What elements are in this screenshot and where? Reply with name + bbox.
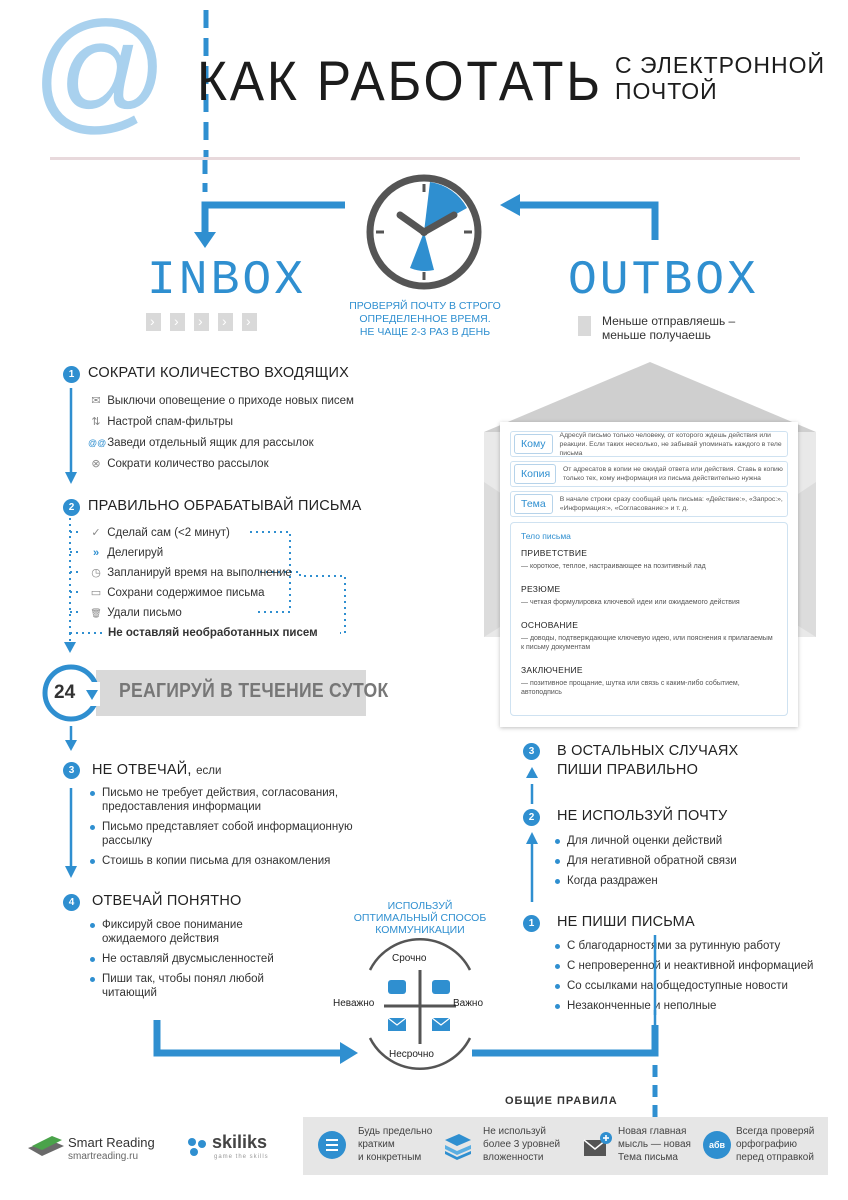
item-text: Делегируй: [107, 547, 164, 559]
inbox-step-4-title: ОТВЕЧАЙ ПОНЯТНО: [92, 893, 242, 909]
inbox-step-3-title: НЕ ОТВЕЧАЙ,: [92, 762, 192, 778]
subtitle-line1: С ЭЛЕКТРОННОЙ: [615, 52, 826, 78]
inbox-envelope-icon: [146, 313, 161, 331]
outbox-up-arrows: [522, 762, 542, 912]
filter-icon: ⇅: [91, 416, 101, 428]
skiliks-tagline: game the skills: [214, 1154, 269, 1160]
body-part-text: — короткое, теплое, настраивающее на позитивный лад: [521, 563, 706, 570]
rule-item: [318, 1125, 432, 1164]
subtitle-line2: ПОЧТОЙ: [615, 78, 718, 104]
rule-line: Не используй: [483, 1126, 547, 1137]
smart-reading-brand: Smart Reading: [68, 1135, 155, 1150]
list-item: Пиши так, чтобы понял любой читающий: [90, 972, 290, 1000]
body-part-head: РЕЗЮМЕ: [521, 584, 561, 594]
matrix-caption-line1: ИСПОЛЬЗУЙ: [387, 900, 453, 912]
outbox-tagline1: Меньше отправляешь –: [602, 314, 736, 328]
bell-mail-icon: ✉: [91, 395, 101, 407]
inbox-step-2-item: [88, 606, 318, 620]
item-text: Сделай сам (<2 минут): [107, 527, 230, 539]
delegate-icon: »: [92, 547, 100, 559]
matrix-caption: [330, 900, 510, 936]
body-part-head: ПРИВЕТСТВИЕ: [521, 548, 588, 558]
rule-item: [443, 1125, 560, 1164]
trash-icon: 🗑: [90, 608, 102, 618]
general-rules-title: ОБЩИЕ ПРАВИЛА: [505, 1095, 618, 1107]
inbox-step-2-bold-item: Не оставляй необработанных писем: [108, 627, 318, 639]
inbox-step-2-number: 2: [63, 499, 80, 516]
inbox-step-2-title: ПРАВИЛЬНО ОБРАБАТЫВАЙ ПИСЬМА: [88, 498, 362, 514]
outbox-step-1-title: НЕ ПИШИ ПИСЬМА: [557, 914, 695, 930]
inbox-step-2-list: [88, 526, 318, 640]
email-field-cc: [510, 461, 788, 487]
list-item: Со ссылками на общедоступные новости: [555, 979, 825, 993]
smart-reading-logo-icon: [28, 1134, 64, 1158]
inbox-step-1-item: [88, 394, 354, 408]
page-title: КАК РАБОТАТЬ: [197, 49, 603, 112]
outbox-step-3-number: 3: [523, 743, 540, 760]
inbox-step-2-item: [88, 566, 318, 580]
rule-line: Новая главная: [618, 1126, 687, 1137]
clock-tip-line2: ОПРЕДЕЛЕННОЕ ВРЕМЯ.: [359, 313, 491, 325]
matrix-bottom-label: Несрочно: [389, 1049, 434, 1060]
outbox-step-2-list: [555, 834, 815, 894]
list-item: С непроверенной и неактивной информацией: [555, 959, 825, 973]
inbox-stack-icons: [146, 313, 266, 336]
rule-line: Будь предельно: [358, 1126, 433, 1137]
rule-line: более 3 уровней: [483, 1139, 561, 1150]
svg-text:@: @: [31, 0, 169, 145]
outbox-step-1-number: 1: [523, 915, 540, 932]
rule-line: вложенности: [483, 1152, 544, 1163]
at-icon: @@: [88, 438, 107, 448]
clock-icon: ◷: [91, 567, 101, 579]
spellcheck-icon: [703, 1131, 731, 1159]
rule-text: [483, 1125, 560, 1164]
inbox-step-3-heading: [92, 761, 221, 779]
clock-tip-line3: НЕ ЧАЩЕ 2-3 РАЗ В ДЕНЬ: [359, 326, 491, 338]
email-body-box: [510, 522, 788, 716]
list-item: Не оставляй двусмысленностей: [90, 952, 290, 966]
outbox-tagline: [602, 314, 735, 342]
rule-line: и конкретным: [358, 1152, 422, 1163]
rule-line: орфографию: [736, 1139, 797, 1150]
inbox-step-2-item: [88, 586, 318, 600]
item-text: Удали письмо: [107, 607, 182, 619]
item-text: Сократи количество рассылок: [107, 458, 269, 470]
smart-reading-url: smartreading.ru: [68, 1151, 139, 1162]
rule-line: Тема письма: [618, 1152, 678, 1163]
inbox-step-3-list: [90, 786, 360, 874]
list-item: Для личной оценки действий: [555, 834, 815, 848]
inbox-envelope-icon: [194, 313, 209, 331]
clock-icon: [362, 170, 486, 294]
outbox-step-2-title: НЕ ИСПОЛЬЗУЙ ПОЧТУ: [557, 808, 728, 824]
folder-icon: ▭: [90, 587, 102, 599]
email-fields: [510, 431, 788, 517]
inbox-step-3-number: 3: [63, 762, 80, 779]
outbox-tagline2: меньше получаешь: [602, 328, 711, 342]
list-item: Письмо представляет собой информационную рассылку: [90, 820, 360, 848]
inbox-envelope-icon: [170, 313, 185, 331]
outbox-step-2-number: 2: [523, 809, 540, 826]
matrix-right-label: Важно: [453, 998, 484, 1009]
new-mail-icon: [582, 1130, 612, 1160]
email-field-subject: [510, 491, 788, 517]
rule-item: [582, 1125, 691, 1164]
at-logo-icon: [31, 0, 169, 145]
list-item: С благодарностями за рутинную работу: [555, 939, 825, 953]
inbox-step-1-list: [88, 394, 354, 471]
inbox-step-4-list: [90, 918, 290, 1006]
inbox-envelope-icon: [218, 313, 233, 331]
inbox-step-1-number: 1: [63, 366, 80, 383]
body-part-text: — позитивное прощание, шутка или связь с каким-либо событием, автоподпись: [521, 680, 740, 696]
item-text: Выключи оповещение о приходе новых писем: [107, 395, 354, 407]
skiliks-brand: skiliks: [212, 1132, 268, 1152]
matrix-top-label: Срочно: [392, 953, 427, 964]
list-item: Незаконченные и неполные: [555, 999, 825, 1013]
rule-line: кратким: [358, 1139, 395, 1150]
cancel-icon: ⊗: [91, 458, 101, 470]
email-field-to: [510, 431, 788, 457]
outbox-envelope-icon: [578, 316, 591, 336]
body-part-text: — доводы, подтверждающие ключевую идею, или пояснения к прилагаемым к письму документам: [521, 635, 773, 651]
text-lines-icon: [318, 1131, 346, 1159]
clock-tip-line1: ПРОВЕРЯЙ ПОЧТУ В СТРОГО: [349, 300, 501, 312]
inbox-flow-arrow: [62, 388, 82, 488]
inbox-step-1-title: СОКРАТИ КОЛИЧЕСТВО ВХОДЯЩИХ: [88, 365, 350, 381]
layers-icon: [443, 1130, 473, 1160]
matrix-left-label: Неважно: [333, 998, 375, 1009]
list-item: Письмо не требует действия, согласования, предоставления информации: [90, 786, 360, 814]
inbox-step-2-item: [88, 546, 318, 560]
list-item: Стоишь в копии письма для ознакомления: [90, 854, 360, 868]
outbox-step-3-line2: ПИШИ ПРАВИЛЬНО: [557, 762, 699, 778]
body-part-head: ЗАКЛЮЧЕНИЕ: [521, 665, 583, 675]
outbox-step-3-line1: В ОСТАЛЬНЫХ СЛУЧАЯХ: [557, 743, 739, 759]
field-text: От адресатов в копии не ожидай ответа или действия. Ставь в копию только тех, кому информация из письма действительно нужна: [563, 466, 783, 482]
page-subtitle: [615, 52, 825, 104]
inbox-flow-arrow-2: [62, 788, 82, 888]
body-part-text: — четкая формулировка ключевой идеи или ожидаемого действия: [521, 599, 740, 606]
react-down-arrow: [62, 726, 82, 754]
item-text: Запланируй время на выполнение: [107, 567, 292, 579]
inbox-step-1-item: [88, 436, 354, 450]
react-24-number: 24: [54, 682, 76, 703]
field-text: Адресуй письмо только человеку, от которого ждешь действия или реакции. Если таких несколько, не забывай упоминать каждого в теле письма: [559, 431, 782, 457]
body-label: Тело письма: [521, 531, 571, 541]
inbox-step-1-item: [88, 457, 354, 471]
rule-line: мысль — новая: [618, 1139, 691, 1150]
inbox-step-2-item: [88, 526, 318, 540]
list-item: Для негативной обратной связи: [555, 854, 815, 868]
outbox-label: OUTBOX: [568, 254, 759, 308]
check-icon: ✓: [91, 527, 101, 539]
bottom-flow-arrows: [0, 1010, 848, 1130]
field-label: Тема: [514, 494, 553, 514]
rule-line: Всегда проверяй: [736, 1126, 815, 1137]
rule-item: [703, 1125, 814, 1164]
field-text: В начале строки сразу сообщай цель письма: «Действие:», «Запрос:», «Информация:», «Согласование:» и т. д.: [559, 496, 783, 512]
outbox-step-1-up-arrow: [645, 935, 665, 1015]
outbox-step-3-title: [557, 742, 738, 780]
spellcheck-glyph: абв: [708, 1139, 726, 1150]
inbox-envelope-icon: [242, 313, 257, 331]
inbox-step-4-number: 4: [63, 894, 80, 911]
skiliks-logo-icon: [186, 1136, 210, 1158]
outbox-step-1-list: [555, 939, 825, 1019]
field-label: Копия: [514, 464, 556, 484]
rule-text: [618, 1125, 691, 1164]
rule-line: перед отправкой: [736, 1152, 814, 1163]
inbox-label: INBOX: [147, 254, 307, 308]
rule-text: [736, 1125, 814, 1164]
item-text: Сохрани содержимое письма: [107, 587, 265, 599]
list-item: Фиксируй свое понимание ожидаемого действия: [90, 918, 290, 946]
matrix-caption-line3: КОММУНИКАЦИИ: [375, 924, 465, 936]
inbox-step-1-item: [88, 415, 354, 429]
body-part-head: ОСНОВАНИЕ: [521, 620, 579, 630]
rule-text: [358, 1125, 432, 1164]
list-item: Когда раздражен: [555, 874, 815, 888]
react-banner-text: РЕАГИРУЙ В ТЕЧЕНИЕ СУТОК: [119, 680, 389, 702]
item-text: Настрой спам-фильтры: [107, 416, 234, 428]
item-text: Заведи отдельный ящик для рассылок: [107, 437, 314, 449]
clock-tip: [330, 300, 520, 339]
inbox-step-3-suffix: если: [196, 765, 222, 777]
matrix-caption-line2: ОПТИМАЛЬНЫЙ СПОСОБ: [353, 912, 487, 924]
field-label: Кому: [514, 434, 553, 454]
